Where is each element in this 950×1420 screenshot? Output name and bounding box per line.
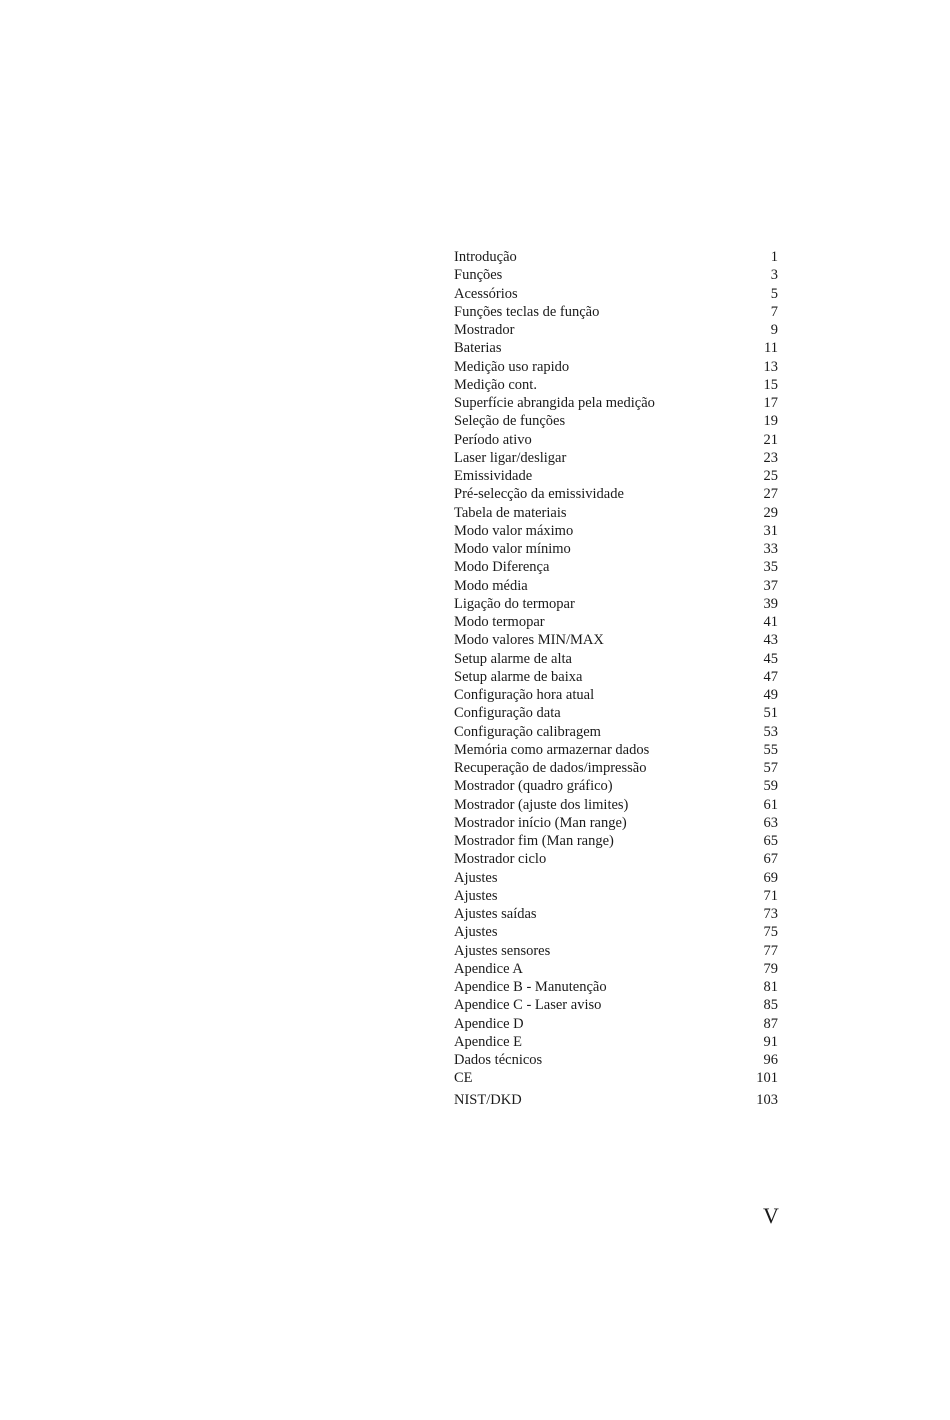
toc-entry — [454, 449, 778, 467]
toc-entry — [454, 266, 778, 284]
toc-entry-page: 29 — [763, 504, 778, 521]
toc-entry-title: Tabela de materiais — [454, 504, 567, 521]
toc-entry-title: Apendice E — [454, 1033, 523, 1050]
toc-entry-title: Configuração hora atual — [454, 687, 595, 703]
toc-entry-page: 91 — [763, 1033, 778, 1050]
toc-entry-page: 35 — [763, 559, 778, 576]
toc-entry-title: Modo termopar — [454, 614, 545, 630]
toc-entry-page: 85 — [763, 997, 778, 1014]
toc-entry-title: Setup alarme de alta — [454, 650, 572, 667]
toc-entry-page: 63 — [763, 814, 778, 831]
toc-entry-title: Seleção de funções — [454, 413, 566, 430]
toc-entry — [454, 485, 778, 503]
toc-entry-page: 67 — [763, 851, 778, 868]
toc-entry — [454, 522, 778, 540]
toc-entry-page: 81 — [763, 979, 778, 995]
toc-entry — [454, 942, 778, 960]
toc-entry — [454, 887, 778, 905]
toc-entry-title: Modo Diferença — [454, 559, 550, 576]
toc-entry-title: Ajustes — [454, 869, 498, 886]
toc-entry — [454, 631, 778, 649]
toc-entry-title: Apendice C - Laser aviso — [454, 997, 602, 1014]
toc-entry — [454, 796, 778, 814]
toc-entry — [454, 577, 778, 595]
toc-entry-page: 11 — [764, 340, 778, 357]
toc-entry-title: Medição uso rapido — [454, 358, 570, 375]
toc-entry-page: 21 — [763, 431, 778, 448]
toc-entry — [454, 540, 778, 558]
toc-entry-page: 69 — [763, 869, 778, 886]
toc-entry-title: CE — [454, 1070, 473, 1087]
toc-entry — [454, 850, 778, 868]
toc-entry — [454, 376, 778, 394]
toc-entry-title: Laser ligar/desligar — [454, 449, 567, 466]
toc-entry-page: 103 — [756, 1091, 778, 1108]
toc-entry-page: 19 — [763, 413, 778, 430]
toc-entry-title: Ajustes saídas — [454, 906, 537, 922]
toc-entry-title: Baterias — [454, 340, 502, 357]
toc-entry-page: 49 — [763, 687, 778, 703]
toc-entry-title: Mostrador início (Man range) — [454, 814, 627, 831]
toc-entry — [454, 1091, 778, 1109]
toc-entry-title: Modo média — [454, 577, 528, 594]
toc-entry — [454, 832, 778, 850]
toc-entry-title: Ajustes — [454, 924, 498, 941]
toc-entry — [454, 723, 778, 741]
table-of-contents — [454, 248, 778, 1109]
toc-entry — [454, 960, 778, 978]
toc-entry-title: Memória como armazernar dados — [454, 741, 650, 758]
toc-entry-page: 25 — [763, 468, 778, 484]
toc-entry-title: Ajustes sensores — [454, 942, 551, 959]
toc-entry — [454, 814, 778, 832]
toc-entry-title: Ligação do termopar — [454, 595, 575, 612]
toc-entry-title: Mostrador (ajuste dos limites) — [454, 796, 629, 813]
toc-entry-page: 3 — [770, 267, 778, 284]
toc-entry-title: Funções teclas de função — [454, 303, 600, 320]
toc-entry-page: 9 — [770, 322, 778, 338]
toc-entry — [454, 650, 778, 668]
toc-entry-page: 79 — [763, 960, 778, 977]
toc-entry — [454, 504, 778, 522]
toc-entry — [454, 1051, 778, 1069]
toc-entry-title: Mostrador — [454, 322, 515, 338]
toc-entry-page: 17 — [763, 395, 778, 411]
toc-entry-title: Apendice A — [454, 960, 523, 977]
toc-entry — [454, 978, 778, 996]
toc-entry-page: 87 — [763, 1015, 778, 1032]
toc-entry-title: Introdução — [454, 249, 517, 265]
toc-entry-title: Funções — [454, 267, 503, 284]
toc-entry-page: 1 — [770, 249, 778, 265]
toc-entry-title: Modo valor mínimo — [454, 541, 571, 557]
toc-entry-page: 96 — [763, 1052, 778, 1068]
toc-entry — [454, 1015, 778, 1033]
toc-entry-title: Modo valor máximo — [454, 522, 574, 539]
toc-entry-page: 77 — [763, 942, 778, 959]
toc-entry-title: Período ativo — [454, 431, 532, 448]
toc-entry-page: 7 — [770, 303, 778, 320]
toc-entry-title: Recuperação de dados/impressão — [454, 760, 647, 776]
toc-entry-page: 55 — [763, 741, 778, 758]
toc-entry-page: 73 — [763, 906, 778, 922]
toc-entry — [454, 321, 778, 339]
toc-entry-title: Medição cont. — [454, 376, 537, 393]
toc-entry — [454, 613, 778, 631]
toc-entry-page: 51 — [763, 705, 778, 722]
toc-entry-page: 47 — [763, 668, 778, 685]
toc-entry-title: NIST/DKD — [454, 1091, 522, 1108]
toc-entry — [454, 869, 778, 887]
toc-entry-title: Dados técnicos — [454, 1052, 543, 1068]
toc-entry-page: 71 — [763, 887, 778, 904]
toc-entry-page: 31 — [763, 522, 778, 539]
toc-entry — [454, 686, 778, 704]
toc-entry-title: Configuração calibragem — [454, 723, 601, 740]
toc-entry-title: Pré-selecção da emissividade — [454, 486, 624, 503]
toc-entry-title: Mostrador (quadro gráfico) — [454, 778, 613, 795]
toc-entry — [454, 668, 778, 686]
toc-entry — [454, 996, 778, 1014]
toc-entry — [454, 467, 778, 485]
toc-entry-page: 33 — [763, 541, 778, 557]
toc-entry-page: 61 — [763, 796, 778, 813]
toc-entry — [454, 905, 778, 923]
toc-entry-page: 101 — [756, 1070, 778, 1087]
toc-entry-title: Apendice B - Manutenção — [454, 979, 607, 995]
toc-entry-page: 5 — [770, 285, 778, 302]
toc-entry — [454, 431, 778, 449]
toc-entry — [454, 285, 778, 303]
page-number: V — [763, 1203, 779, 1228]
toc-entry-page: 53 — [763, 723, 778, 740]
toc-entry-page: 39 — [763, 595, 778, 612]
toc-entry — [454, 558, 778, 576]
toc-entry-page: 43 — [763, 632, 778, 649]
toc-entry — [454, 595, 778, 613]
toc-entry — [454, 923, 778, 941]
toc-entry — [454, 777, 778, 795]
toc-entry-title: Modo valores MIN/MAX — [454, 632, 604, 649]
toc-entry-page: 37 — [763, 577, 778, 594]
toc-entry-title: Superfície abrangida pela medição — [454, 395, 655, 411]
toc-entry-page: 15 — [763, 376, 778, 393]
toc-entry — [454, 1033, 778, 1051]
toc-entry-page: 65 — [763, 833, 778, 849]
toc-entry-title: Ajustes — [454, 887, 498, 904]
toc-entry-page: 23 — [763, 449, 778, 466]
toc-entry-title: Acessórios — [454, 285, 518, 302]
toc-entry — [454, 412, 778, 430]
toc-entry-title: Mostrador fim (Man range) — [454, 833, 614, 849]
toc-entry-page: 59 — [763, 778, 778, 795]
toc-entry-page: 45 — [763, 650, 778, 667]
toc-entry — [454, 1069, 778, 1087]
toc-entry — [454, 741, 778, 759]
toc-entry — [454, 248, 778, 266]
toc-entry-page: 27 — [763, 486, 778, 503]
toc-entry-title: Emissividade — [454, 468, 533, 484]
toc-entry-page: 41 — [763, 614, 778, 630]
toc-entry — [454, 358, 778, 376]
toc-entry-page: 13 — [763, 358, 778, 375]
toc-entry-page: 57 — [763, 760, 778, 776]
toc-entry-page: 75 — [763, 924, 778, 941]
toc-entry-title: Configuração data — [454, 705, 561, 722]
toc-entry-title: Apendice D — [454, 1015, 524, 1032]
toc-entry-title: Setup alarme de baixa — [454, 668, 583, 685]
toc-entry — [454, 303, 778, 321]
toc-entry — [454, 339, 778, 357]
toc-entry — [454, 704, 778, 722]
toc-entry — [454, 759, 778, 777]
toc-entry-title: Mostrador ciclo — [454, 851, 547, 868]
toc-entry — [454, 394, 778, 412]
